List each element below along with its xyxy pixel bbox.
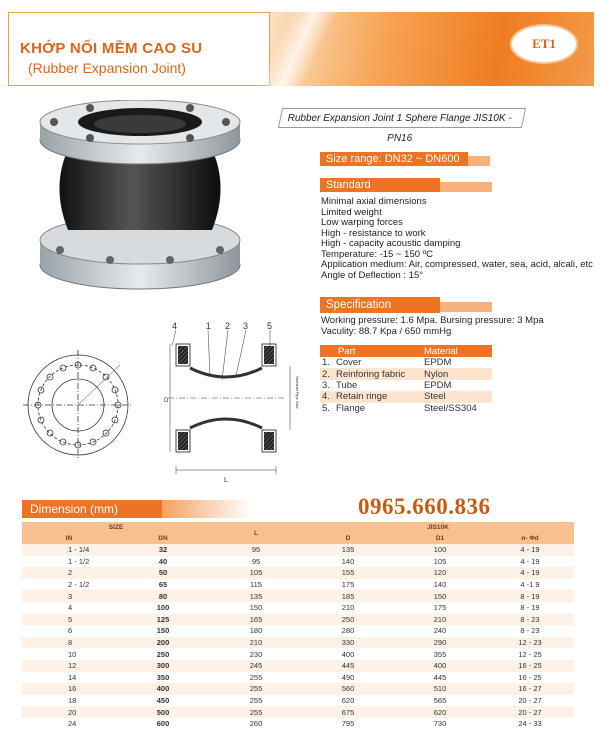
part-number-label: 5 xyxy=(267,321,273,331)
d1-header: D1 xyxy=(394,533,486,544)
l-cell: 245 xyxy=(210,660,302,672)
l-cell: 115 xyxy=(210,579,302,591)
standard-line: Temperature: -15 ~ 150 ºC xyxy=(321,248,433,260)
table-row xyxy=(22,718,574,730)
bolt-cell: 4 -1 9 xyxy=(486,579,574,591)
material-value: Nylon xyxy=(422,368,492,379)
material-index: 3. xyxy=(322,379,330,391)
bolt-cell: 8 - 23 xyxy=(486,614,574,626)
dn-cell: 50 xyxy=(116,567,210,579)
dn-cell: 450 xyxy=(116,695,210,707)
material-part: Retain ringe xyxy=(334,391,422,402)
d1-cell: 620 xyxy=(394,706,486,718)
l-header: L xyxy=(210,522,302,544)
l-cell: 180 xyxy=(210,625,302,637)
size-range-bar-tail xyxy=(468,156,490,166)
d1-cell: 175 xyxy=(394,602,486,614)
material-value: EPDM xyxy=(424,379,452,391)
table-row xyxy=(22,602,574,614)
material-index: 2. xyxy=(320,368,334,379)
d1-cell: 100 xyxy=(394,544,486,556)
l-cell: 255 xyxy=(210,683,302,695)
bolt-cell: 20 - 27 xyxy=(486,706,574,718)
material-part: Tube xyxy=(336,379,358,391)
d-header: D xyxy=(302,533,394,544)
spec-line: Vaculity: 88.7 Kpa / 650 mmHg xyxy=(321,325,452,337)
bolt-cell: 12 - 23 xyxy=(486,637,574,649)
material-value: Steel/SS304 xyxy=(424,402,477,414)
in-cell: 24 xyxy=(22,718,116,730)
part-number-label: 1 xyxy=(206,321,212,331)
standard-heading-label: Standard xyxy=(326,179,371,191)
standard-line: Angle of Deflection : 15° xyxy=(321,269,424,281)
d-cell: 620 xyxy=(302,695,394,707)
material-row xyxy=(320,357,492,368)
material-index: 1. xyxy=(322,357,330,369)
material-table-header xyxy=(320,345,492,357)
d-cell: 185 xyxy=(302,590,394,602)
d-cell: 330 xyxy=(302,637,394,649)
in-cell: 3 xyxy=(22,590,116,602)
table-row xyxy=(22,637,574,649)
product-title: Rubber Expansion Joint 1 Sphere Flange JIS10K - PN16 xyxy=(278,108,526,128)
table-row xyxy=(22,648,574,660)
l-cell: 260 xyxy=(210,718,302,730)
in-cell: 1 - 1/2 xyxy=(22,556,116,568)
l-cell: 150 xyxy=(210,602,302,614)
standard-line: Low warping forces xyxy=(321,217,403,228)
d1-cell: 565 xyxy=(394,695,486,707)
dimension-group-header xyxy=(22,522,574,533)
bolt-cell: 4 - 19 xyxy=(486,544,574,556)
product-photo xyxy=(20,100,260,300)
in-cell: 18 xyxy=(22,695,116,707)
bolt-cell: 16 - 25 xyxy=(486,660,574,672)
bolt-cell: 4 - 19 xyxy=(486,556,574,568)
specification-bar-tail xyxy=(440,302,492,312)
material-table xyxy=(320,345,492,414)
standard-line: Minimal axial dimensions xyxy=(321,196,427,207)
table-row xyxy=(22,614,574,626)
size-range-bar xyxy=(320,152,468,166)
l-cell: 105 xyxy=(210,567,302,579)
dimension-table xyxy=(22,522,574,730)
page-subtitle: (Rubber Expansion Joint) xyxy=(28,60,186,76)
front-view-flange xyxy=(23,350,133,460)
l-cell: 95 xyxy=(210,544,302,556)
l-cell: 255 xyxy=(210,672,302,684)
product-code-badge: ET1 xyxy=(512,26,576,62)
l-cell: 255 xyxy=(210,706,302,718)
dn-cell: 100 xyxy=(116,602,210,614)
part-number-label: 3 xyxy=(243,321,249,331)
dn-cell: 65 xyxy=(116,579,210,591)
material-header-index xyxy=(320,345,334,357)
dn-cell: 150 xyxy=(116,625,210,637)
table-row xyxy=(22,590,574,602)
material-index: 5. xyxy=(322,402,330,414)
material-part: Cover xyxy=(336,357,362,369)
bolt-cell: 4 - 19 xyxy=(486,567,574,579)
dn-cell: 500 xyxy=(116,706,210,718)
table-row xyxy=(22,660,574,672)
d1-cell: 510 xyxy=(394,683,486,695)
d-cell: 795 xyxy=(302,718,394,730)
dimension-d-label: D xyxy=(164,398,169,404)
material-part: Reinforing fabric xyxy=(334,368,422,379)
d-cell: 175 xyxy=(302,579,394,591)
in-header: IN xyxy=(22,533,116,544)
material-row xyxy=(320,403,492,414)
dn-header: DN xyxy=(116,533,210,544)
spec-line: Working pressure: 1.6 Mpa. Bursing pressure: 3 Mpa xyxy=(321,315,544,326)
size-group-header: SIZE xyxy=(22,522,210,533)
d1-cell: 210 xyxy=(394,614,486,626)
standard-bar-tail xyxy=(440,182,492,192)
part-number-label: 4 xyxy=(172,321,178,331)
dimension-heading-fade xyxy=(162,500,252,518)
d-cell: 135 xyxy=(302,544,394,556)
nominal-size-label: Nominal Pipe Size xyxy=(295,376,300,409)
d-cell: 560 xyxy=(302,683,394,695)
bolt-cell: 8 - 19 xyxy=(486,590,574,602)
in-cell: 5 xyxy=(22,614,116,626)
l-cell: 135 xyxy=(210,590,302,602)
table-row xyxy=(22,706,574,718)
in-cell: 4 xyxy=(22,602,116,614)
material-row xyxy=(320,391,492,402)
bolt-cell: 8 - 23 xyxy=(486,625,574,637)
d1-cell: 730 xyxy=(394,718,486,730)
dn-cell: 32 xyxy=(116,544,210,556)
dn-cell: 125 xyxy=(116,614,210,626)
material-row xyxy=(320,380,492,391)
table-row xyxy=(22,695,574,707)
dn-cell: 400 xyxy=(116,683,210,695)
d-cell: 445 xyxy=(302,660,394,672)
in-cell: 10 xyxy=(22,648,116,660)
l-cell: 95 xyxy=(210,556,302,568)
specification-heading-label: Specification xyxy=(326,299,392,311)
in-cell: 2 - 1/2 xyxy=(22,579,116,591)
part-number-label: 2 xyxy=(225,321,231,331)
dn-cell: 40 xyxy=(116,556,210,568)
bolt-cell: 16 - 25 xyxy=(486,672,574,684)
dn-cell: 80 xyxy=(116,590,210,602)
d-cell: 400 xyxy=(302,648,394,660)
l-cell: 210 xyxy=(210,637,302,649)
bolt-header: n- Φd xyxy=(486,533,574,544)
table-row xyxy=(22,672,574,684)
technical-drawing xyxy=(18,320,318,490)
material-row xyxy=(320,368,492,379)
in-cell: 16 xyxy=(22,683,116,695)
bolt-cell: 8 - 19 xyxy=(486,602,574,614)
page-title: KHỚP NỐI MỀM CAO SU xyxy=(20,40,203,57)
d1-cell: 105 xyxy=(394,556,486,568)
material-value: Steel xyxy=(422,391,492,402)
l-cell: 255 xyxy=(210,695,302,707)
specification-heading xyxy=(320,297,440,313)
header-swoosh xyxy=(230,12,350,86)
dn-cell: 250 xyxy=(116,648,210,660)
d1-cell: 120 xyxy=(394,567,486,579)
standard-line: Application medium: Air, compressed, water, sea, acid, alcali, etc xyxy=(321,259,593,270)
material-header-part: Part xyxy=(334,345,422,357)
d1-cell: 290 xyxy=(394,637,486,649)
bolt-cell: 24 - 33 xyxy=(486,718,574,730)
standard-list xyxy=(321,197,593,281)
material-index: 4. xyxy=(320,391,334,402)
table-row xyxy=(22,567,574,579)
in-cell: 8 xyxy=(22,637,116,649)
in-cell: 14 xyxy=(22,672,116,684)
d1-cell: 240 xyxy=(394,625,486,637)
dn-cell: 300 xyxy=(116,660,210,672)
material-part: Flange xyxy=(336,402,366,414)
standard-line: Limited weight xyxy=(321,206,382,218)
size-range: Size range: DN32 ~ DN600 xyxy=(326,153,460,165)
l-cell: 165 xyxy=(210,614,302,626)
l-cell: 230 xyxy=(210,648,302,660)
table-row xyxy=(22,556,574,568)
jis-group-header: JIS10K xyxy=(302,522,574,533)
d-cell: 140 xyxy=(302,556,394,568)
material-value: EPDM xyxy=(424,357,452,369)
in-cell: 12 xyxy=(22,660,116,672)
table-row xyxy=(22,579,574,591)
bolt-cell: 12 - 25 xyxy=(486,648,574,660)
standard-line: High - capacity acoustic damping xyxy=(321,238,461,249)
side-section-view xyxy=(168,330,290,474)
table-row xyxy=(22,544,574,556)
d1-cell: 355 xyxy=(394,648,486,660)
d1-cell: 445 xyxy=(394,672,486,684)
bolt-cell: 20 - 27 xyxy=(486,695,574,707)
d-cell: 675 xyxy=(302,706,394,718)
specification-list xyxy=(321,316,544,337)
in-cell: 2 xyxy=(22,567,116,579)
d-cell: 155 xyxy=(302,567,394,579)
dimension-l-label: L xyxy=(224,477,228,484)
standard-line: High - resistance to work xyxy=(321,227,426,239)
bolt-cell: 16 - 27 xyxy=(486,683,574,695)
in-cell: 6 xyxy=(22,625,116,637)
d1-cell: 400 xyxy=(394,660,486,672)
dn-cell: 600 xyxy=(116,718,210,730)
table-row xyxy=(22,625,574,637)
in-cell: 20 xyxy=(22,706,116,718)
phone-number: 0965.660.836 xyxy=(358,494,491,519)
d-cell: 210 xyxy=(302,602,394,614)
dimension-heading: Dimension (mm) xyxy=(22,500,162,518)
dn-cell: 200 xyxy=(116,637,210,649)
d-cell: 490 xyxy=(302,672,394,684)
d-cell: 250 xyxy=(302,614,394,626)
dn-cell: 350 xyxy=(116,672,210,684)
d-cell: 280 xyxy=(302,625,394,637)
in-cell: 1 - 1/4 xyxy=(22,544,116,556)
d1-cell: 150 xyxy=(394,590,486,602)
table-row xyxy=(22,683,574,695)
material-header-material: Material xyxy=(422,345,492,357)
d1-cell: 140 xyxy=(394,579,486,591)
standard-heading xyxy=(320,178,440,192)
